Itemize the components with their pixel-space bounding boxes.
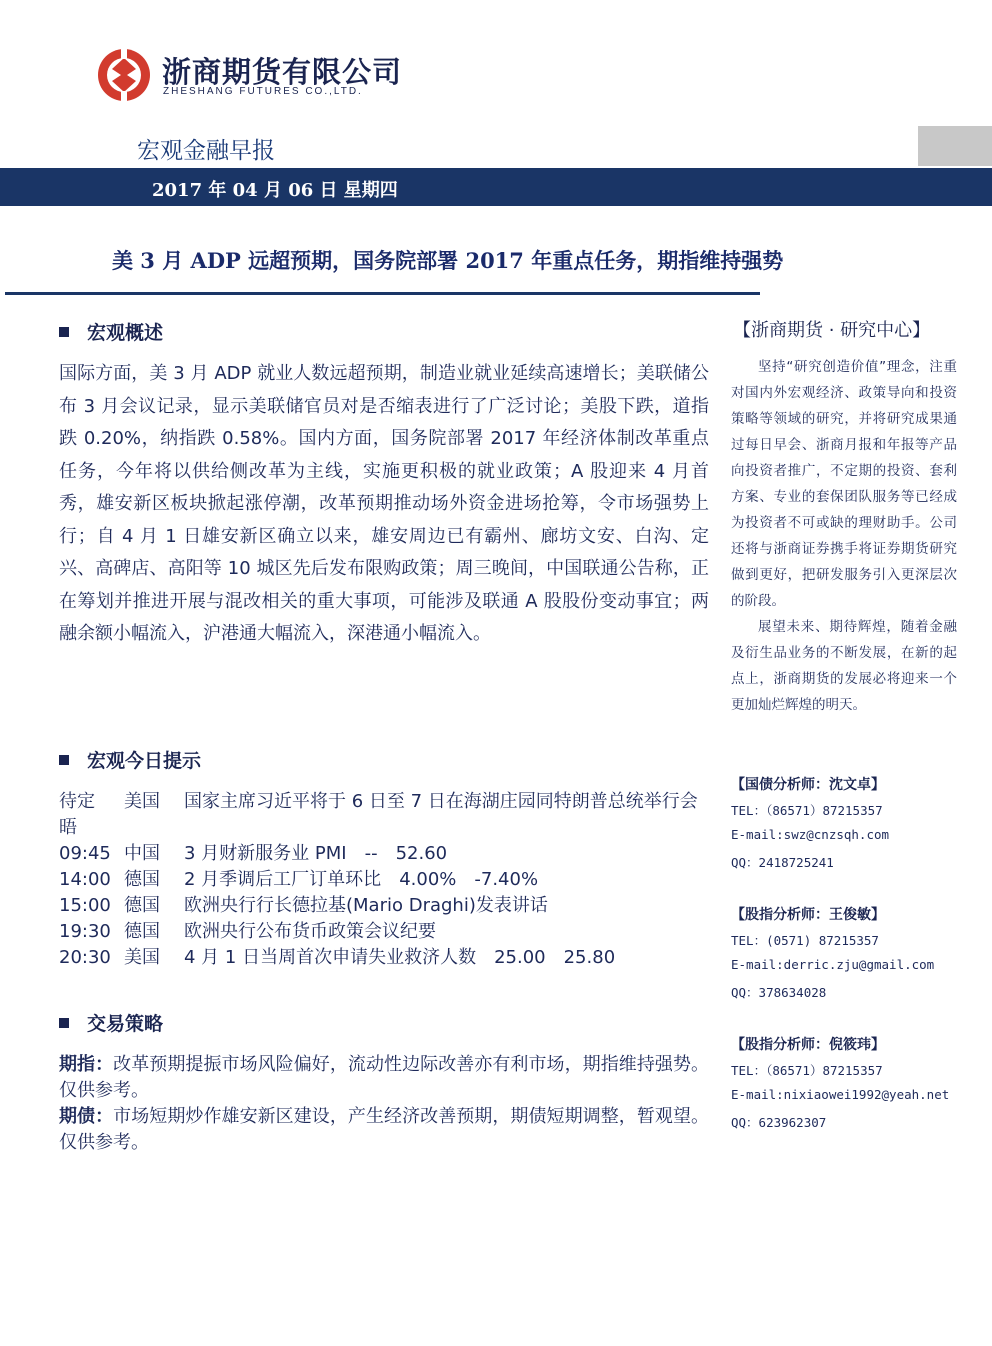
calendar-time: 14:00 bbox=[59, 869, 111, 890]
strategy-text: 市场短期炒作雄安新区建设，产生经济改善预期，期债短期调整，暂观望。仅供参考。 bbox=[59, 1106, 709, 1153]
section-heading-today bbox=[59, 746, 201, 773]
zheshang-logo-icon bbox=[96, 47, 152, 103]
analyst-title: 【股指分析师：倪筱玮】 bbox=[731, 1037, 885, 1053]
strategy-item-index-futures bbox=[59, 1052, 709, 1104]
calendar-time: 09:45 bbox=[59, 843, 111, 864]
overview-body: 国际方面，美 3 月 ADP 就业人数远超预期，制造业就业延续高速增长；美联储公布 3 月会议记录，显示美联储官员对是否缩表进行了广泛讨论；美股下跌，道指跌 0.20%，纳指跌 0.58%。国内方面，国务院部署 2017 年经济体制改革重点任务，今年将以供给侧改革为主线，实施更积极的就业政策；A 股迎来 4 月首秀，雄安新区板块掀起涨停潮，改革预期推动场外资金进场抢筹，令市场强势上行；自 4 月 1 日雄安新区确立以来，雄安周边已有霸州、廊坊文安、白沟、定兴、高碑店、高阳等 10 城区先后发布限购政策；周三晚间，中国联通公告称，正在筹划并推进开展与混改相关的重大事项，可能涉及联通 A 股股份变动事宜；两融余额小幅流入，沪港通大幅流入，深港通小幅流入。 bbox=[59, 363, 709, 644]
calendar-value-1: 25.00 bbox=[494, 947, 546, 968]
calendar-row bbox=[59, 841, 447, 867]
calendar-value-2: 52.60 bbox=[395, 843, 448, 864]
analyst-qq: QQ：2418725241 bbox=[731, 855, 834, 870]
company-name-cn: 浙商期货有限公司 bbox=[162, 55, 403, 89]
calendar-country: 美国 bbox=[124, 791, 160, 812]
calendar-value-2: -7.40% bbox=[474, 869, 539, 890]
report-date: 2017 年 04 月 06 日 星期四 bbox=[152, 180, 398, 201]
calendar-country: 德国 bbox=[124, 869, 160, 890]
calendar-time: 19:30 bbox=[59, 921, 111, 942]
calendar-value-2: 25.80 bbox=[563, 947, 616, 968]
calendar-row bbox=[59, 893, 548, 919]
analyst-tel: TEL：（86571）87215357 bbox=[731, 803, 883, 818]
square-bullet-icon bbox=[59, 755, 69, 765]
calendar-country: 德国 bbox=[124, 921, 160, 942]
report-headline: 美 3 月 ADP 远超预期，国务院部署 2017 年重点任务，期指维持强势 bbox=[112, 248, 784, 273]
calendar-time: 20:30 bbox=[59, 947, 111, 968]
sidebar-title: 【浙商期货 · 研究中心】 bbox=[733, 320, 931, 341]
section-title: 宏观今日提示 bbox=[87, 750, 202, 772]
strategy-item-bond-futures bbox=[59, 1104, 709, 1156]
calendar-row-first bbox=[59, 789, 709, 841]
calendar-value-1: -- bbox=[364, 843, 378, 864]
analyst-email: E-mail:derric.zju@gmail.com bbox=[731, 957, 935, 972]
analyst-qq: QQ：623962307 bbox=[731, 1115, 827, 1130]
calendar-event: 3 月财新服务业 PMI bbox=[184, 843, 347, 864]
analyst-email: E-mail:nixiaowei1992@yeah.net bbox=[731, 1087, 950, 1102]
date-bar bbox=[0, 168, 992, 206]
section-heading-strategy bbox=[59, 1009, 163, 1036]
calendar-event: 4 月 1 日当周首次申请失业救济人数 bbox=[184, 947, 477, 968]
section-heading-overview bbox=[59, 318, 163, 345]
calendar-event: 欧洲央行行长德拉基(Mario Draghi)发表讲话 bbox=[184, 895, 548, 916]
company-name-en: ZHESHANG FUTURES CO.,LTD. bbox=[163, 86, 363, 97]
calendar-value-1: 4.00% bbox=[399, 869, 457, 890]
calendar-row bbox=[59, 867, 538, 893]
analyst-qq: QQ：378634028 bbox=[731, 985, 827, 1000]
section-title: 交易策略 bbox=[87, 1013, 164, 1035]
square-bullet-icon bbox=[59, 327, 69, 337]
strategy-label: 期债： bbox=[59, 1106, 114, 1127]
sidebar-intro-paragraph: 坚持“研究创造价值”理念，注重对国内外宏观经济、政策导向和投资策略等领域的研究，并将研究成果通过每日早会、浙商月报和年报等产品向投资者推广，不定期的投资、套利方案、专业的套保团队服务等已经成为投资者不可或缺的理财助手。公司还将与浙商证券携手将证券期货研究做到更好，把研发服务引入更深层次的阶段。 bbox=[731, 359, 957, 609]
analyst-title: 【国债分析师：沈文卓】 bbox=[731, 777, 885, 793]
square-bullet-icon bbox=[59, 1018, 69, 1028]
report-type-title: 宏观金融早报 bbox=[137, 138, 275, 164]
sidebar-outlook-paragraph: 展望未来、期待辉煌，随着金融及衍生品业务的不断发展，在新的起点上，浙商期货的发展必将迎来一个更加灿烂辉煌的明天。 bbox=[731, 619, 957, 713]
calendar-time: 待定 bbox=[59, 791, 95, 812]
analyst-tel: TEL：(0571) 87215357 bbox=[731, 933, 879, 948]
header-grey-block bbox=[918, 126, 992, 166]
calendar-event: 欧洲央行公布货币政策会议纪要 bbox=[184, 921, 436, 942]
analyst-email: E-mail:swz@cnzsqh.com bbox=[731, 827, 890, 842]
calendar-event: 2 月季调后工厂订单环比 bbox=[184, 869, 382, 890]
calendar-country: 美国 bbox=[124, 947, 160, 968]
analyst-title: 【股指分析师：王俊敏】 bbox=[731, 907, 885, 923]
analyst-tel: TEL：（86571）87215357 bbox=[731, 1063, 883, 1078]
calendar-row bbox=[59, 945, 615, 971]
calendar-country: 中国 bbox=[124, 843, 160, 864]
strategy-text: 改革预期提振市场风险偏好，流动性边际改善亦有利市场，期指维持强势。仅供参考。 bbox=[59, 1054, 709, 1101]
calendar-country: 德国 bbox=[124, 895, 160, 916]
section-title: 宏观概述 bbox=[87, 322, 164, 344]
headline-divider bbox=[5, 292, 760, 295]
strategy-label: 期指： bbox=[59, 1054, 114, 1075]
calendar-time: 15:00 bbox=[59, 895, 111, 916]
calendar-event: 国家主席习近平将于 6 日至 7 日在海湖庄园同特朗普总统举行会晤 bbox=[59, 791, 698, 838]
calendar-row bbox=[59, 919, 436, 945]
